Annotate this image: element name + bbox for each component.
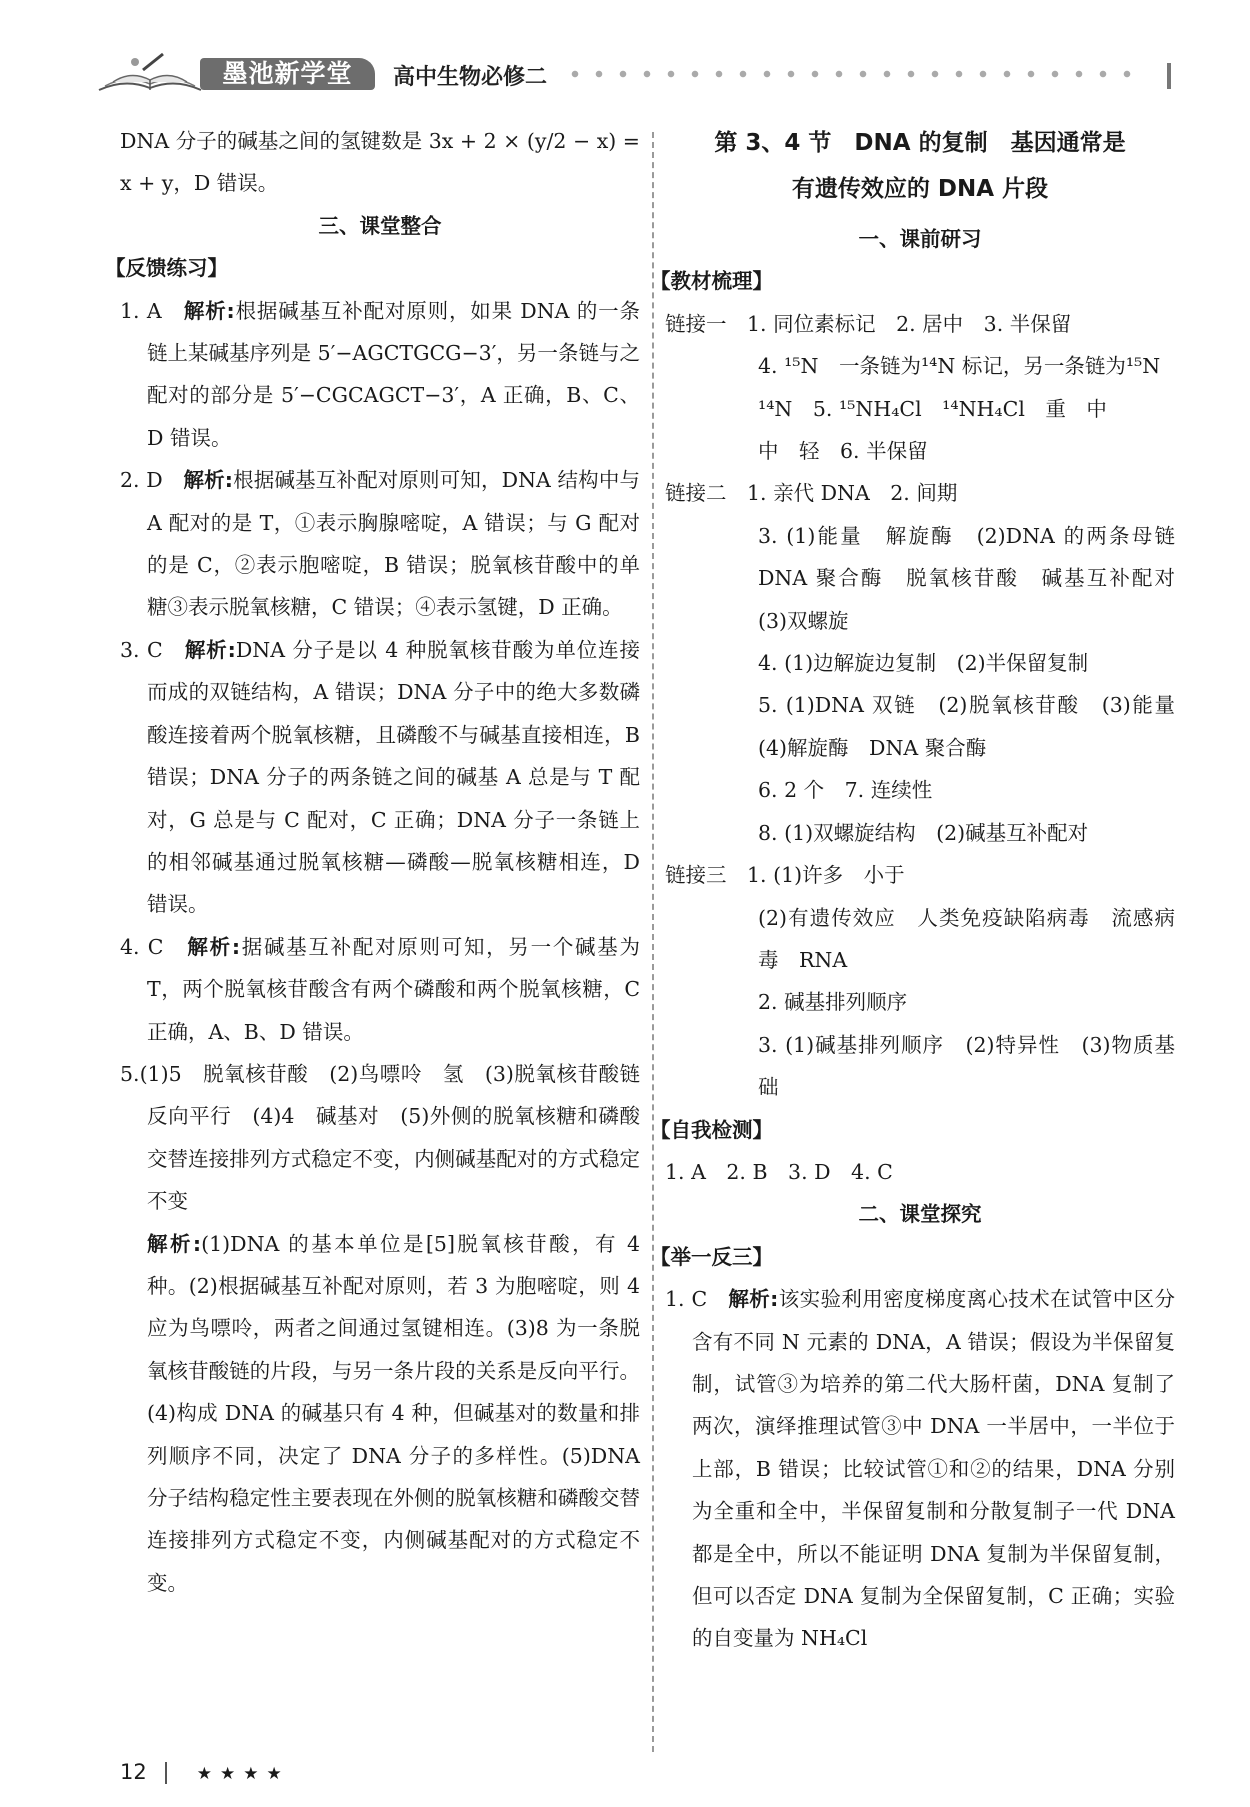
analysis-label: 解析:	[183, 468, 233, 493]
analysis-label: 解析:	[187, 934, 241, 959]
link2-line-d: 5. (1)DNA 双链 (2)脱氧核苷酸 (3)能量 (4)解旋酶 DNA 聚合酶	[758, 693, 1196, 760]
link2-line-f: 8. (1)双螺旋结构 (2)碱基互补配对	[758, 820, 1089, 845]
analysis-label: 解析:	[728, 1287, 779, 1312]
link2-line-b: 3. (1)能量 解旋酶 (2)DNA 的两条母链 DNA 聚合酶 脱氧核苷酸 碱基互补配对 (3)双螺旋	[758, 523, 1196, 633]
section-heading-explore: 二、课堂探究	[858, 1202, 982, 1227]
analysis-label: 解析:	[183, 298, 235, 323]
link3-line-d: 3. (1)碱基排列顺序 (2)特异性 (3)物质基础	[758, 1032, 1175, 1100]
header-dots	[563, 68, 1133, 80]
tag-selftest: 【自我检测】	[650, 1117, 773, 1142]
link3-line-b: (2)有遗传效应 人类免疫缺陷病毒 流感病毒 RNA	[758, 905, 1175, 972]
page-header	[95, 48, 1175, 98]
section-heading-integration: 三、课堂整合	[318, 213, 442, 238]
answer-item-4	[120, 926, 640, 1053]
left-column	[105, 120, 661, 1604]
answer-text: DNA 分子是以 4 种脱氧核苷酸为单位连接而成的双链结构，A 错误；DNA 分子中的绝大多数磷酸连接着两个脱氧核糖，且磷酸不与碱基直接相连，B 错误；DNA 分子的两条链之间的碱基 A 总是与 T 配对，G 总是与 C 配对，C 正确；DNA 分子一条链上的相邻碱基通过脱氧核糖—磷酸—脱氧核糖相连，D 错误。	[147, 637, 640, 917]
link3-label: 链接三	[665, 863, 727, 888]
answer-number: 2. D	[120, 468, 163, 493]
right-column	[650, 120, 1196, 1660]
section-title-line2: 有遗传效应的 DNA 片段	[791, 176, 1049, 202]
column-divider	[652, 132, 654, 1752]
link2-label: 链接二	[665, 481, 727, 506]
section-title-line1: 第 3、4 节 DNA 的复制 基因通常是	[714, 130, 1126, 156]
analysis-label: 解析:	[147, 1231, 202, 1256]
link1-text-a: 1. 同位素标记 2. 居中 3. 半保留	[747, 311, 1072, 336]
answer-item-2	[120, 459, 640, 629]
link3-line-c: 2. 碱基排列顺序	[758, 990, 908, 1015]
subject-title: 高中生物必修二	[393, 65, 548, 90]
analysis-label: 解析:	[184, 637, 236, 662]
link3-text-a: 1. (1)许多 小于	[747, 863, 905, 888]
continued-paragraph: DNA 分子的碱基之间的氢键数是 3x + 2 × (y/2 − x) = x + y，D 错误。	[120, 129, 640, 196]
link1-line-b: 4. ¹⁵N 一条链为¹⁴N 标记，另一条链为¹⁵N	[758, 354, 1161, 379]
tag-analogy: 【举一反三】	[650, 1244, 773, 1269]
explanation-text: (1)DNA 的基本单位是[5]脱氧核苷酸，有 4 种。(2)根据碱基互补配对原则，若 3 为胞嘧啶，则 4 应为鸟嘌呤，两者之间通过氢键相连。(3)8 为一条脱氧核苷酸链的片段，与另一条片段的关系是反向平行。(4)构成 DNA 的碱基只有 4 种，但碱基对的数量和排列顺序不同，决定了 DNA 分子的多样性。(5)DNA 分子结构稳定性主要表现在外侧的脱氧核糖和磷酸交替连接排列方式稳定不变，内侧碱基配对的方式稳定不变。	[147, 1231, 640, 1595]
link1-line-c: ¹⁴N 5. ¹⁵NH₄Cl ¹⁴NH₄Cl 重 中	[758, 396, 1107, 421]
header-bar	[1167, 63, 1171, 89]
tag-textbook: 【教材梳理】	[650, 269, 773, 294]
answer-text: (1)5 脱氧核苷酸 (2)鸟嘌呤 氢 (3)脱氧核苷酸链 反向平行 (4)4 碱基对 (5)外侧的脱氧核糖和磷酸交替连接排列方式稳定不变，内侧碱基配对的方式稳定不变	[139, 1061, 661, 1214]
link2-line-e: 6. 2 个 7. 连续性	[758, 778, 933, 803]
difficulty-stars: ★★★★	[196, 1764, 290, 1784]
answer-text: 根据碱基互补配对原则，如果 DNA 的一条链上某碱基序列是 5′−AGCTGCG−3′，另一条链与之配对的部分是 5′−CGCAGCT−3′，A 正确，B、C、D 错误。	[147, 298, 640, 450]
link2-text-a: 1. 亲代 DNA 2. 间期	[747, 481, 958, 506]
book-pen-icon	[95, 48, 205, 96]
link1-label: 链接一	[665, 311, 727, 336]
answer-number: 3. C	[120, 637, 163, 662]
page-number: 12	[120, 1760, 147, 1784]
explore-answer-1	[665, 1278, 1175, 1660]
tag-feedback: 【反馈练习】	[105, 256, 228, 281]
selftest-answers: 1. A 2. B 3. D 4. C	[665, 1159, 893, 1184]
answer-text: 根据碱基互补配对原则可知，DNA 结构中与 A 配对的是 T，①表示胸腺嘧啶，A 错误；与 G 配对的是 C，②表示胞嘧啶，B 错误；脱氧核苷酸中的单糖③表示脱氧核糖，C 错误；④表示氢键，D 正确。	[147, 468, 640, 620]
answer-text: 该实验利用密度梯度离心技术在试管中区分含有不同 N 元素的 DNA，A 错误；假设为半保留复制，试管③为培养的第二代大肠杆菌，DNA 复制了两次，演绎推理试管③中 DNA 一半居中，一半位于上部，B 错误；比较试管①和②的结果，DNA 分别为全重和全中，半保留复制和分散复制子一代 DNA 都是全中，所以不能证明 DNA 复制为半保留复制，但可以否定 DNA 复制为全保留复制，C 正确；实验的自变量为 NH₄Cl	[692, 1287, 1176, 1651]
brand-label: 墨池新学堂	[200, 58, 375, 90]
link3-line-a	[665, 854, 1175, 896]
answer-number: 4. C	[120, 934, 164, 959]
answer-item-1	[120, 290, 640, 460]
link2-line-a	[665, 472, 1175, 514]
page-footer	[120, 1760, 290, 1784]
link2-line-c: 4. (1)边解旋边复制 (2)半保留复制	[758, 651, 1089, 676]
answer-5-explanation	[120, 1223, 640, 1605]
section-heading-preview: 一、课前研习	[858, 227, 982, 251]
answer-number: 1. A	[120, 298, 162, 323]
footer-bar	[165, 1762, 167, 1784]
answer-text: 据碱基互补配对原则可知，另一个碱基为 T，两个脱氧核苷酸含有两个磷酸和两个脱氧核糖，C 正确，A、B、D 错误。	[147, 934, 640, 1044]
answer-item-3	[120, 629, 640, 926]
answer-item-5	[120, 1053, 661, 1223]
link1-line-d: 中 轻 6. 半保留	[758, 439, 928, 464]
link1-line-a	[665, 303, 1175, 345]
answer-number: 5.	[120, 1061, 140, 1086]
answer-number: 1. C	[665, 1287, 708, 1312]
